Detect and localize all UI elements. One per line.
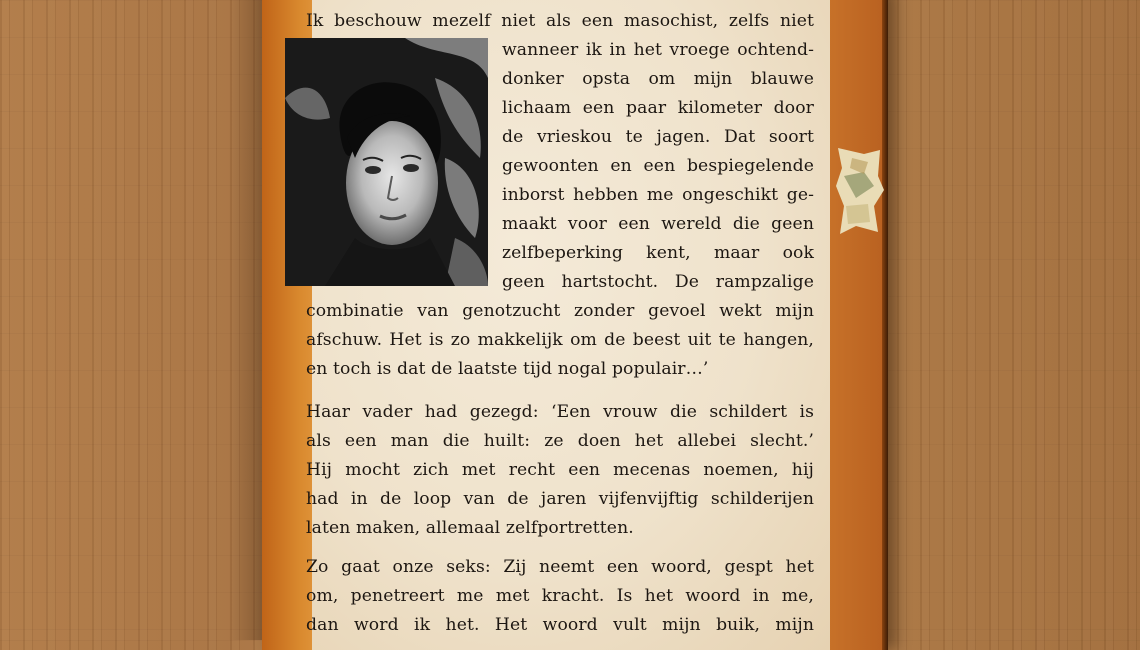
text-line: Haar vader had gezegd: ‘Een vrouw die schildert is <box>306 402 814 422</box>
text-line: zelfbeperking kent, maar ook <box>502 243 814 263</box>
author-photo <box>285 38 488 286</box>
paragraph-1-beside-photo <box>502 36 814 297</box>
book-shadow <box>228 0 264 640</box>
text-line: had in de loop van de jaren vijfenvijftig schilderijen <box>306 489 814 509</box>
paragraph-1-continued <box>306 297 814 384</box>
paragraph-1-top <box>306 7 814 36</box>
text-line: afschuw. Het is zo makkelijk om de beest uit te hangen, <box>306 330 814 350</box>
paragraph-3 <box>306 553 814 640</box>
text-line: gewoonten en een bespiegelende <box>502 156 814 176</box>
paragraph-2 <box>306 398 814 543</box>
text-line: geen hartstocht. De rampzalige <box>502 272 814 292</box>
book-spine-edge <box>882 0 888 650</box>
text-line: de vrieskou te jagen. Dat soort <box>502 127 814 147</box>
text-line: Hij mocht zich met recht een mecenas noemen, hij <box>306 460 814 480</box>
text-line: Ik beschouw mezelf niet als een masochist, zelfs niet <box>306 11 814 31</box>
text-line: donker opsta om mijn blauwe <box>502 69 814 89</box>
text-line: en toch is dat de laatste tijd nogal populair…’ <box>306 359 709 379</box>
text-line: laten maken, allemaal zelfportretten. <box>306 518 634 538</box>
text-line: wanneer ik in het vroege ochtend- <box>502 40 814 60</box>
text-line: dan word ik het. Het woord vult mijn buik, mijn <box>306 615 814 635</box>
text-line: combinatie van genotzucht zonder gevoel wekt mijn <box>306 301 814 321</box>
text-line: maakt voor een wereld die geen <box>502 214 814 234</box>
torn-sticker <box>834 146 884 236</box>
text-line: inborst hebben me ongeschikt ge- <box>502 185 814 205</box>
text-line: Zo gaat onze seks: Zij neemt een woord, gespt het <box>306 557 814 577</box>
text-line: als een man die huilt: ze doen het allebei slecht.’ <box>306 431 814 451</box>
author-portrait-image <box>285 38 488 286</box>
text-line: lichaam een paar kilometer door <box>502 98 814 118</box>
text-line: om, penetreert me met kracht. Is het woord in me, <box>306 586 814 606</box>
